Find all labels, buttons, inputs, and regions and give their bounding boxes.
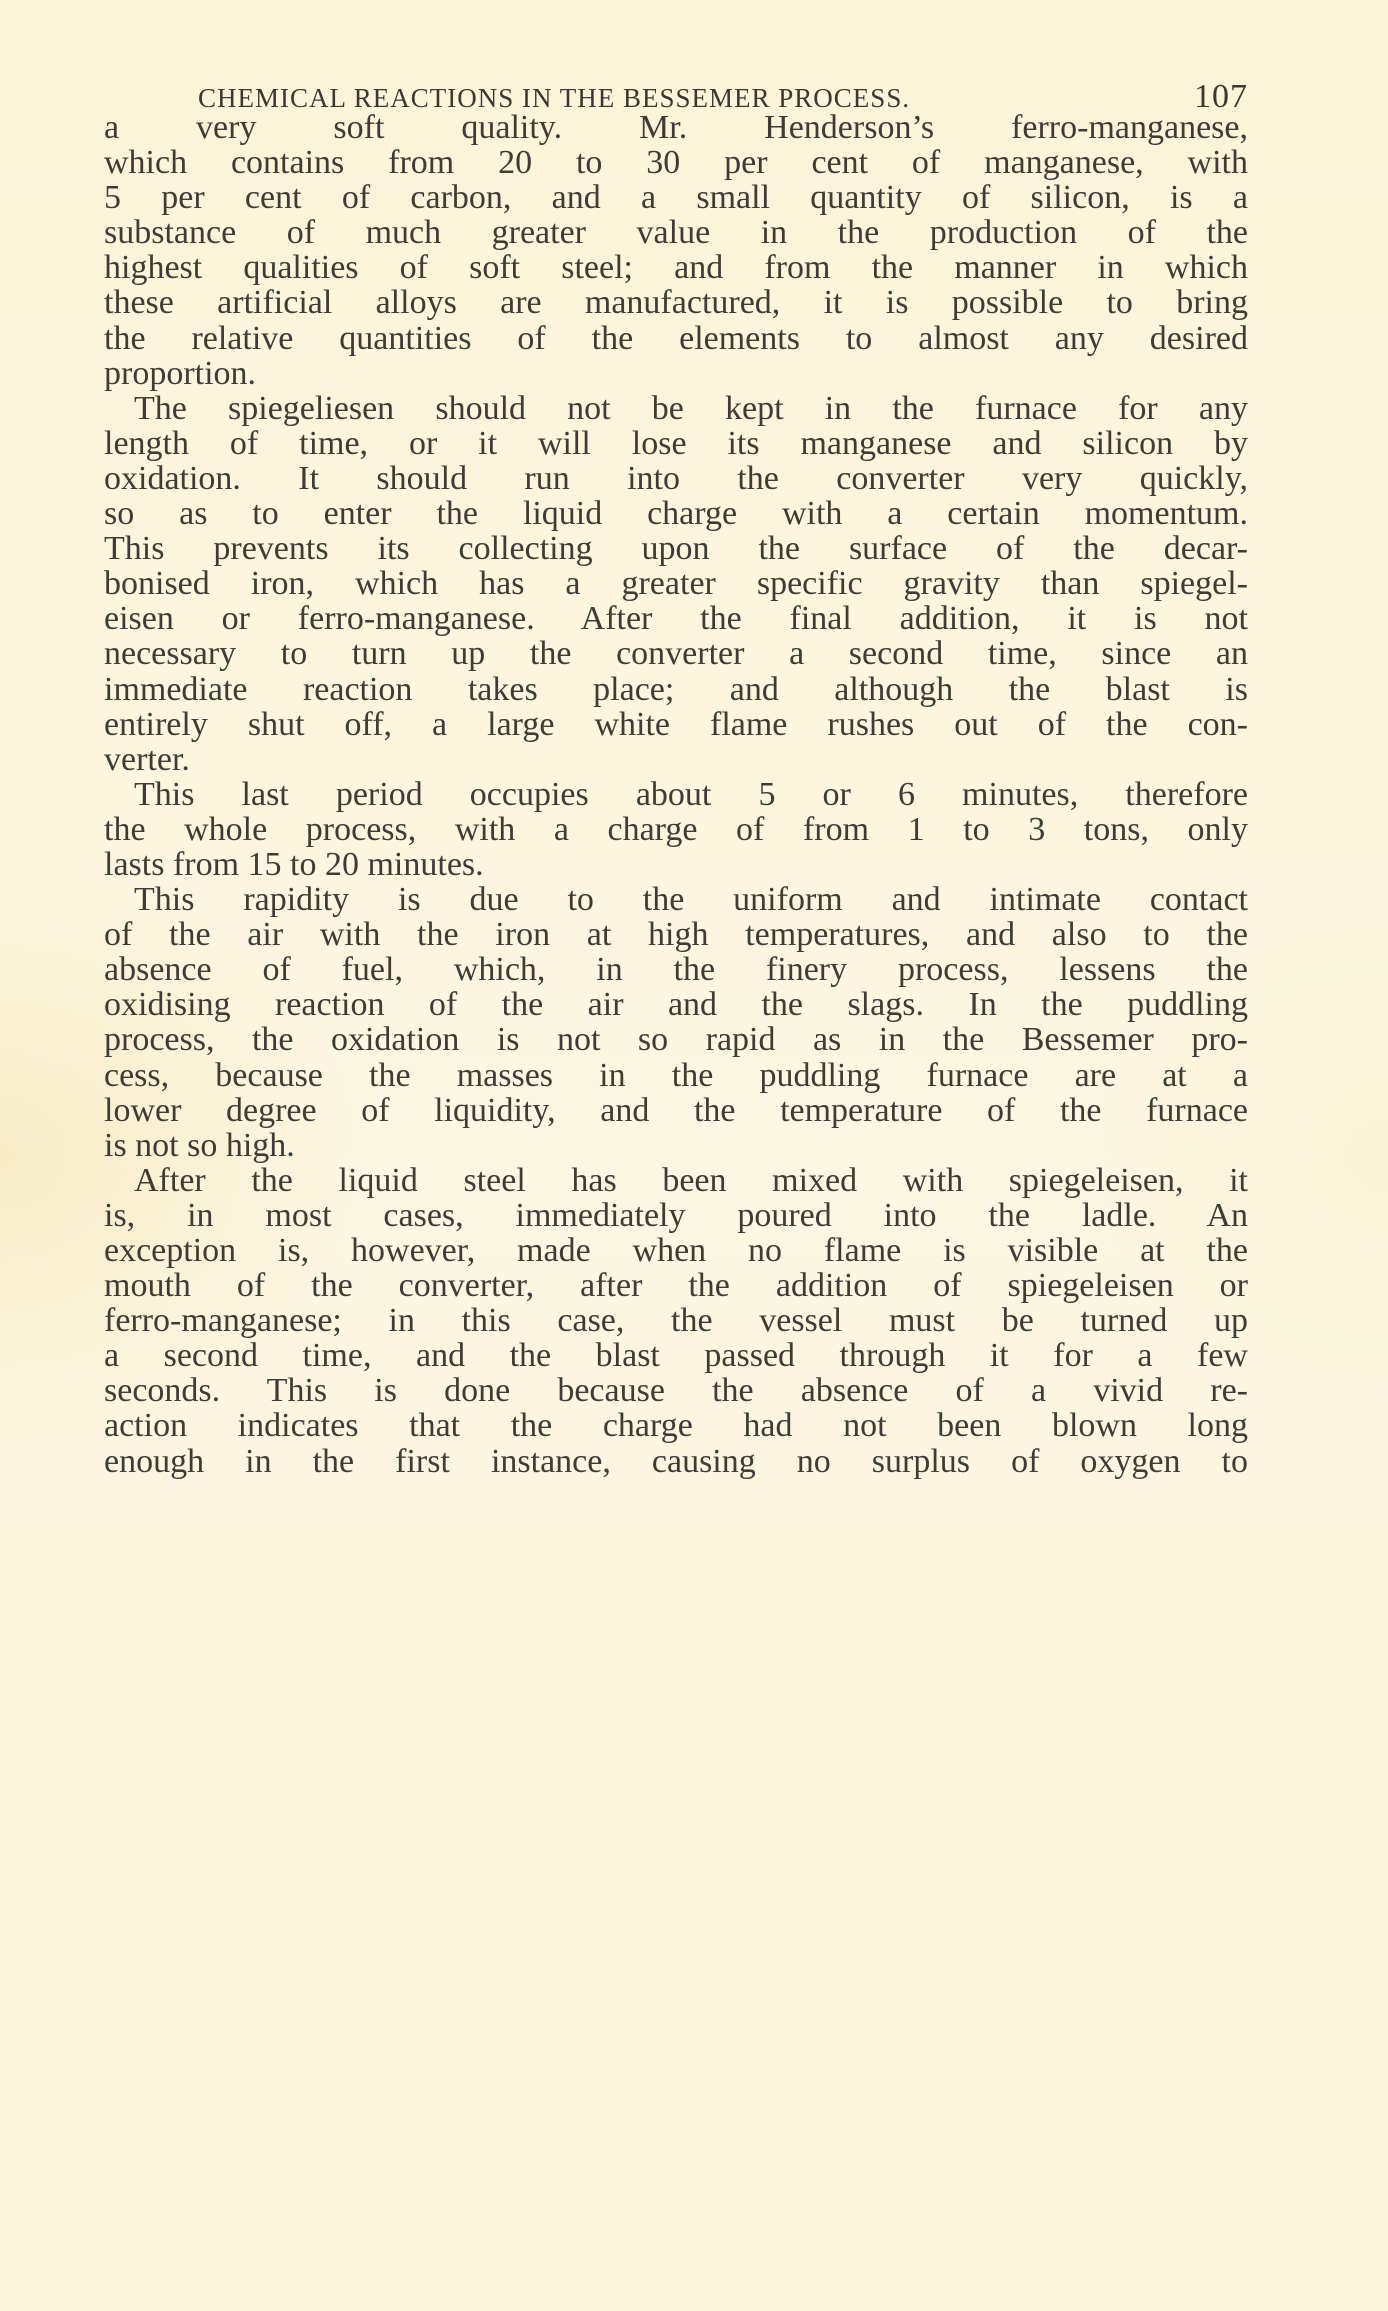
text-line: oxidation. It should run into the converter very quickly, — [104, 459, 1248, 497]
text-line: absence of fuel, which, in the finery process, lessens the — [104, 951, 1248, 989]
text-line: of the air with the iron at high temperatures, and also to the — [104, 916, 1248, 954]
text-line: these artificial alloys are manufactured, it is possible to bring — [104, 284, 1248, 322]
text-line: seconds. This is done because the absence of a vivid re- — [104, 1372, 1248, 1410]
text-line: eisen or ferro-manganese. After the final addition, it is not — [104, 600, 1248, 638]
text-line: lasts from 15 to 20 minutes. — [104, 845, 484, 883]
text-line: verter. — [104, 740, 190, 778]
text-line: is not so high. — [104, 1126, 295, 1164]
text-line: This prevents its collecting upon the surface of the decar- — [104, 530, 1248, 568]
paragraph — [104, 1163, 1248, 1479]
text-line: enough in the first instance, causing no surplus of oxygen to — [104, 1442, 1248, 1480]
text-line: entirely shut off, a large white flame rushes out of the con- — [104, 705, 1248, 743]
text-line: process, the oxidation is not so rapid as in the Bessemer pro- — [104, 1021, 1248, 1059]
text-line: a second time, and the blast passed through it for a few — [104, 1337, 1248, 1375]
text-line: oxidising reaction of the air and the slags. In the puddling — [104, 986, 1248, 1024]
text-line: bonised iron, which has a greater specific gravity than spiegel- — [104, 565, 1248, 603]
text-line: action indicates that the charge had not been blown long — [104, 1407, 1248, 1445]
paragraph — [104, 882, 1248, 1163]
text-line: is, in most cases, immediately poured into the ladle. An — [104, 1196, 1248, 1234]
text-line: This last period occupies about 5 or 6 minutes, therefore — [134, 775, 1248, 813]
text-line: substance of much greater value in the production of the — [104, 214, 1248, 252]
text-line: lower degree of liquidity, and the temperature of the furnace — [104, 1091, 1248, 1129]
body-text — [104, 110, 1248, 1479]
text-line: This rapidity is due to the uniform and intimate contact — [134, 881, 1248, 919]
text-line: a very soft quality. Mr. Henderson’s ferro-manganese, — [104, 109, 1248, 146]
page-number: 107 — [1194, 78, 1248, 115]
paragraph — [104, 391, 1248, 777]
text-line: which contains from 20 to 30 per cent of manganese, with — [104, 144, 1248, 182]
paragraph — [104, 110, 1248, 391]
text-line: immediate reaction takes place; and although the blast is — [104, 670, 1248, 708]
text-line: highest qualities of soft steel; and from the manner in which — [104, 249, 1248, 287]
paragraph — [104, 777, 1248, 882]
text-line: exception is, however, made when no flame is visible at the — [104, 1232, 1248, 1269]
text-line: mouth of the converter, after the addition of spiegeleisen or — [104, 1267, 1248, 1305]
text-line: length of time, or it will lose its manganese and silicon by — [104, 424, 1248, 462]
text-line: so as to enter the liquid charge with a certain momentum. — [104, 495, 1248, 533]
running-title: CHEMICAL REACTIONS IN THE BESSEMER PROCESS. — [198, 83, 911, 113]
text-line: ferro-manganese; in this case, the vessel must be turned up — [104, 1302, 1248, 1340]
text-line: The spiegeliesen should not be kept in the furnace for any — [134, 389, 1248, 427]
text-line: the whole process, with a charge of from 1 to 3 tons, only — [104, 810, 1248, 848]
text-line: After the liquid steel has been mixed with spiegeleisen, it — [134, 1161, 1248, 1199]
text-line: the relative quantities of the elements to almost any desired — [104, 319, 1248, 357]
text-line: cess, because the masses in the puddling furnace are at a — [104, 1056, 1248, 1094]
text-line: proportion. — [104, 354, 257, 392]
text-line: 5 per cent of carbon, and a small quantity of silicon, is a — [104, 179, 1248, 217]
text-line: necessary to turn up the converter a second time, since an — [104, 635, 1248, 673]
